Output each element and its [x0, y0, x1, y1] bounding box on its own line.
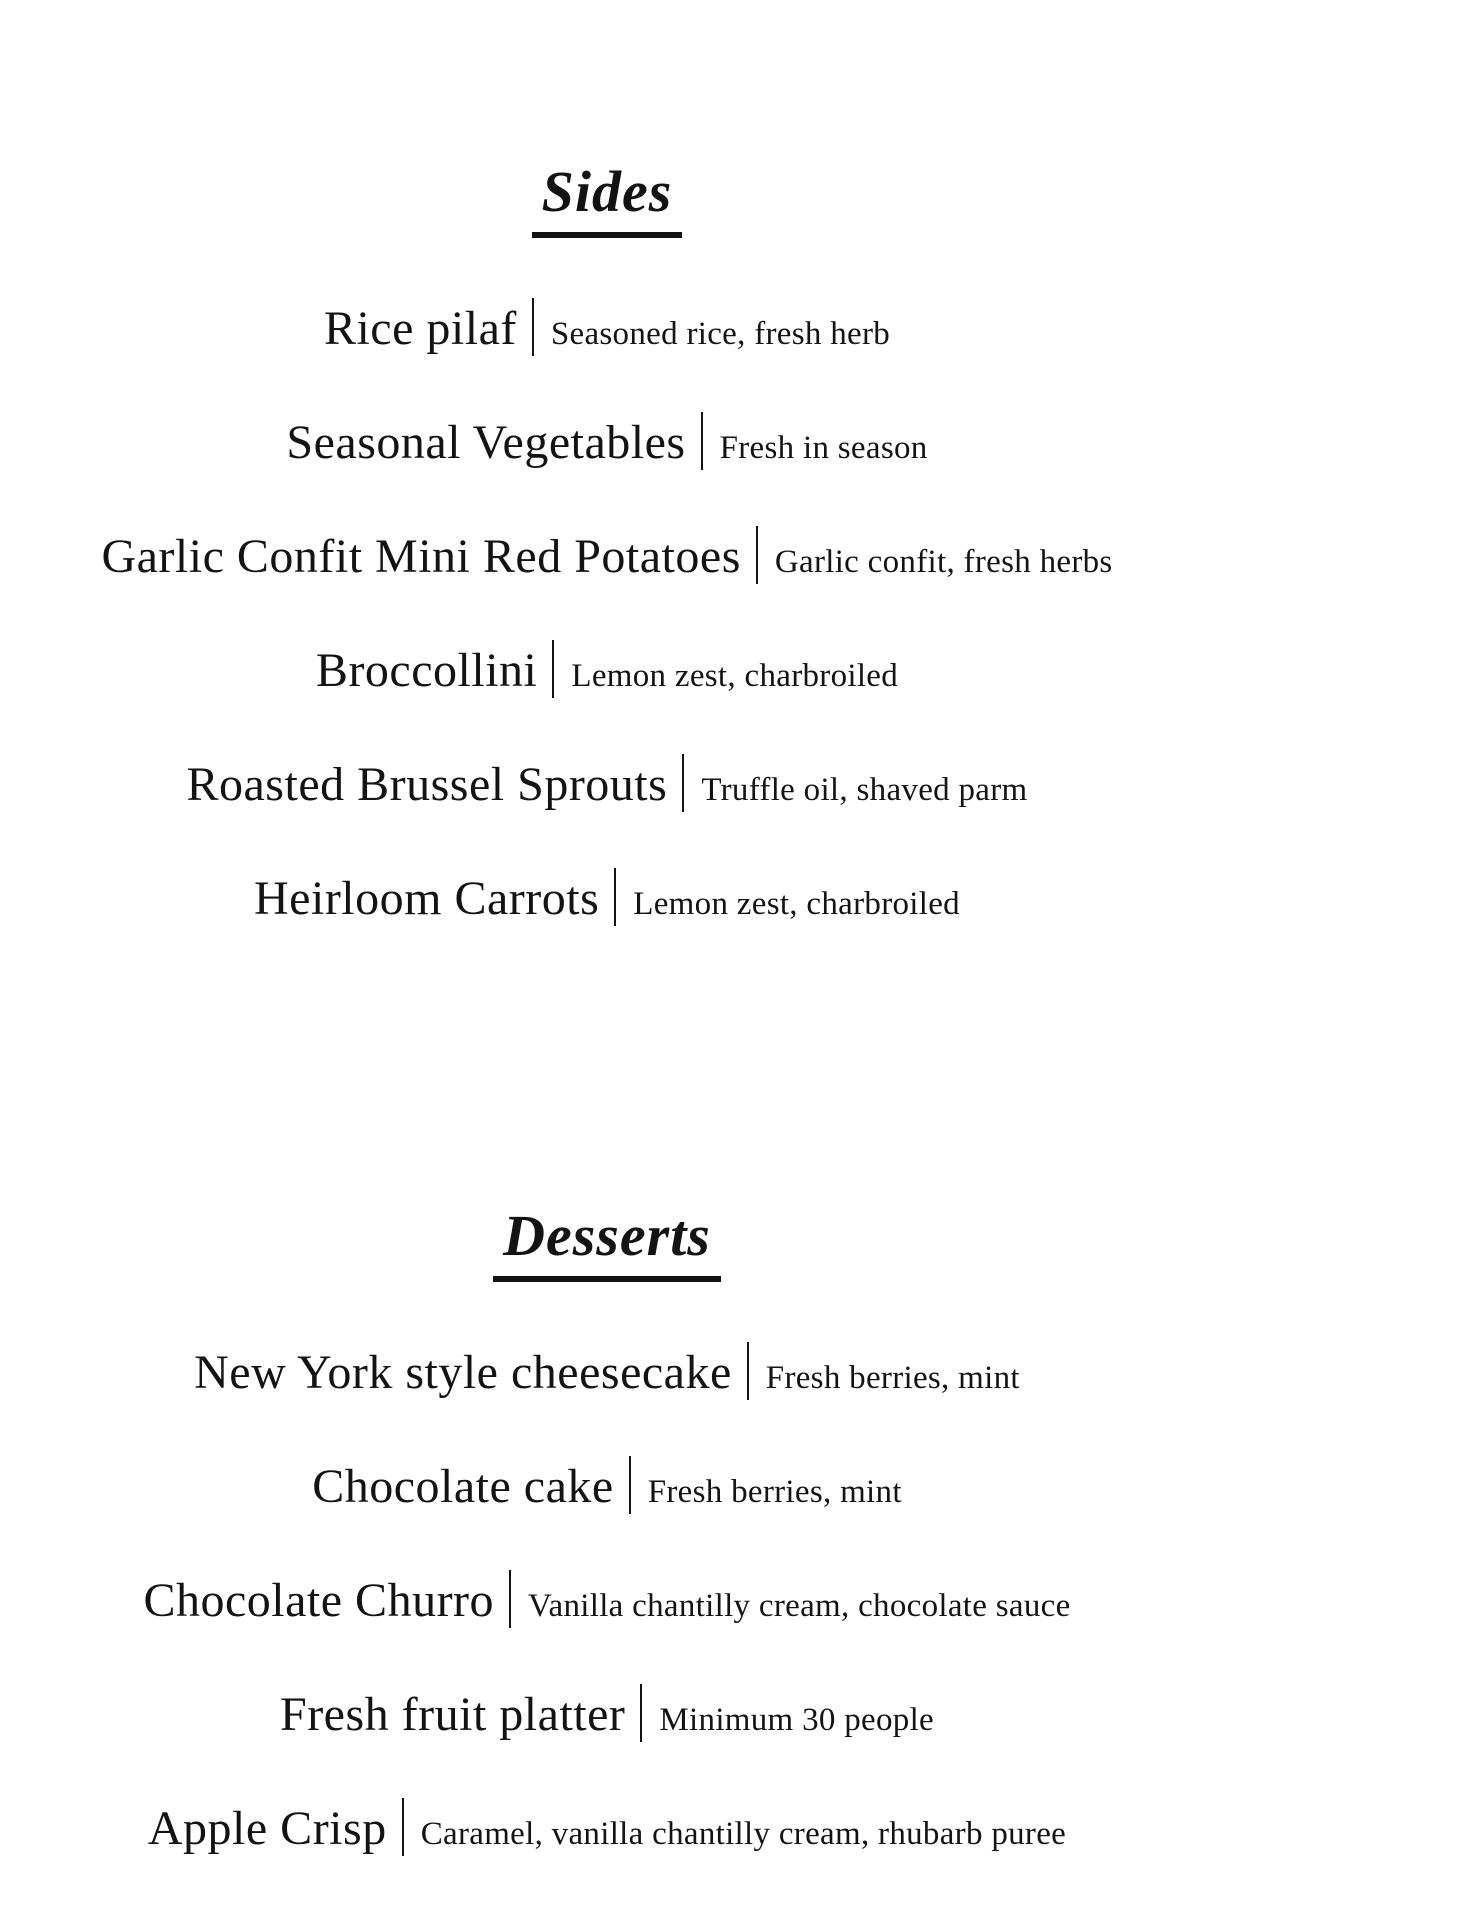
menu-item-rice-pilaf: [0, 298, 1214, 356]
item-description: Minimum 30 people: [659, 1701, 934, 1738]
item-name: Apple Crisp: [147, 1801, 387, 1855]
item-description: Garlic confit, fresh herbs: [774, 543, 1113, 580]
item-name: Fresh fruit platter: [280, 1687, 626, 1741]
separator-bar: [756, 526, 758, 584]
menu-item-broccollini: [0, 640, 1214, 698]
section-title-desserts-text: Desserts: [493, 1204, 721, 1282]
item-name: Chocolate cake: [312, 1459, 614, 1513]
item-description: Lemon zest, charbroiled: [571, 657, 899, 694]
section-title-sides: [0, 160, 1214, 238]
menu-item-fresh-fruit-platter: [0, 1684, 1214, 1742]
item-description: Fresh berries, mint: [765, 1359, 1020, 1396]
section-title-desserts: [0, 1204, 1214, 1282]
item-name: Garlic Confit Mini Red Potatoes: [101, 529, 741, 583]
item-name: Roasted Brussel Sprouts: [186, 757, 668, 811]
separator-bar: [402, 1798, 404, 1856]
item-name: New York style cheesecake: [194, 1345, 732, 1399]
section-desserts: [0, 1204, 1214, 1856]
menu-item-chocolate-churro: [0, 1570, 1214, 1628]
menu-item-apple-crisp: [0, 1798, 1214, 1856]
item-name: Chocolate Churro: [143, 1573, 495, 1627]
section-title-sides-text: Sides: [532, 160, 683, 238]
separator-bar: [509, 1570, 511, 1628]
item-description: Fresh in season: [719, 429, 928, 466]
menu-item-roasted-brussel-sprouts: [0, 754, 1214, 812]
item-description: Vanilla chantilly cream, chocolate sauce: [528, 1587, 1071, 1624]
item-description: Fresh berries, mint: [647, 1473, 902, 1510]
item-name: Seasonal Vegetables: [286, 415, 686, 469]
item-name: Rice pilaf: [323, 301, 517, 355]
menu-item-heirloom-carrots: [0, 868, 1214, 926]
separator-bar: [747, 1342, 749, 1400]
separator-bar: [629, 1456, 631, 1514]
separator-bar: [701, 412, 703, 470]
separator-bar: [552, 640, 554, 698]
item-name: Broccollini: [315, 643, 538, 697]
item-description: Caramel, vanilla chantilly cream, rhubarb puree: [420, 1815, 1067, 1852]
menu-item-chocolate-cake: [0, 1456, 1214, 1514]
separator-bar: [532, 298, 534, 356]
section-sides: [0, 160, 1214, 926]
separator-bar: [682, 754, 684, 812]
item-description: Truffle oil, shaved parm: [701, 771, 1028, 808]
menu-item-garlic-confit-mini-red-potatoes: [0, 526, 1214, 584]
menu-item-seasonal-vegetables: [0, 412, 1214, 470]
item-description: Seasoned rice, fresh herb: [550, 315, 891, 352]
menu-item-new-york-style-cheesecake: [0, 1342, 1214, 1400]
separator-bar: [640, 1684, 642, 1742]
separator-bar: [614, 868, 616, 926]
item-name: Heirloom Carrots: [254, 871, 600, 925]
item-description: Lemon zest, charbroiled: [633, 885, 960, 922]
